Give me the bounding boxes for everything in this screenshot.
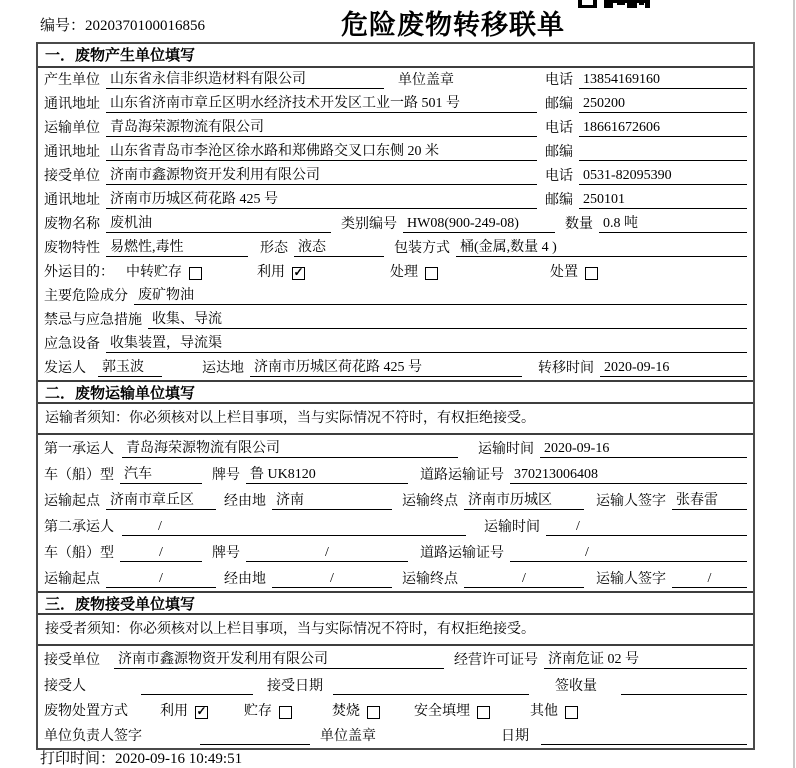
receiver-notice: 接受者须知：你必须核对以上栏目事项，当与实际情况不符时，有权拒绝接受。	[38, 615, 753, 646]
plate-value: 鲁 UK8120	[246, 463, 408, 484]
terminus-value: 济南市历城区	[464, 489, 584, 510]
address-label: 通讯地址	[44, 193, 100, 208]
receiver-phone-value: 0531-82095390	[579, 168, 747, 185]
manifest-form	[36, 42, 755, 750]
route-row-2	[38, 565, 753, 591]
qr-code-icon	[578, 0, 652, 8]
emergency-equipment-value: 收集装置，导流渠	[106, 332, 747, 353]
page-title: 危险废物转移联单	[341, 10, 565, 40]
carrier-signature-label: 运输人签字	[596, 494, 666, 509]
phone-label: 电话	[545, 73, 573, 88]
destination-value: 济南市历城区荷花路 425 号	[250, 356, 522, 377]
emergency-equipment-label: 应急设备	[44, 337, 100, 352]
waste-property-value: 易燃性,毒性	[106, 236, 248, 257]
checkbox-utilize[interactable]: ✓	[293, 265, 304, 279]
producer-address-row	[38, 92, 753, 116]
receiver-address-value: 济南市历城区荷花路 425 号	[106, 188, 537, 209]
form-state-value: 液态	[294, 236, 384, 257]
accepting-unit-value: 济南市鑫源物资开发利用有限公司	[114, 648, 444, 669]
category-code-label: 类别编号	[341, 217, 397, 232]
disposal-method-label: 废物处置方式	[44, 704, 128, 719]
checkbox-other[interactable]	[565, 706, 578, 719]
unit-seal-label: 单位盖章	[320, 729, 376, 744]
option-incinerate-label: 焚烧	[332, 704, 360, 719]
waste-name-row	[38, 212, 753, 236]
hazard-component-label: 主要危险成分	[44, 289, 128, 304]
print-time-label: 打印时间：	[40, 751, 116, 767]
transport-time-label: 运输时间	[484, 520, 540, 535]
terminus-label: 运输终点	[402, 572, 458, 587]
responsible-signature-value	[200, 728, 310, 745]
checkbox-landfill[interactable]	[477, 706, 490, 719]
section-2-title: 二．废物运输单位填写	[38, 380, 753, 404]
date-value	[541, 728, 747, 745]
zip-label: 邮编	[545, 193, 573, 208]
via-label: 经由地	[224, 494, 266, 509]
origin-value: 济南市章丘区	[106, 489, 216, 510]
vehicle-row-2	[38, 539, 753, 565]
receiver-unit-label: 接受单位	[44, 169, 100, 184]
hazard-component-row	[38, 284, 753, 308]
consignor-label: 发运人	[44, 361, 86, 376]
vehicle-type-value: 汽车	[120, 463, 202, 484]
unit-seal-label: 单位盖章	[398, 73, 454, 88]
road-permit-value-2: /	[510, 545, 747, 562]
road-permit-label: 道路运输证号	[420, 468, 504, 483]
license-value: 济南危证 02 号	[544, 648, 747, 669]
form-state-label: 形态	[260, 241, 288, 256]
phone-label: 电话	[545, 169, 573, 184]
option-other-label: 其他	[530, 704, 558, 719]
option-transfer-storage-label: 中转贮存	[126, 265, 182, 280]
carrier-signature-value-2: /	[672, 571, 747, 588]
zip-label: 邮编	[545, 145, 573, 160]
accept-date-value	[333, 678, 529, 695]
transport-address-value: 山东省青岛市李沧区徐水路和郑佛路交叉口东侧 20 米	[106, 140, 537, 161]
option-utilize-label: 利用	[160, 704, 188, 719]
accepting-unit-label: 接受单位	[44, 653, 100, 668]
producer-unit-row	[38, 68, 753, 92]
section-3-title: 三．废物接受单位填写	[38, 591, 753, 615]
waste-property-row	[38, 236, 753, 260]
option-landfill-label: 安全填埋	[414, 704, 470, 719]
qr-block	[617, 0, 625, 5]
vehicle-type-label: 车（船）型	[44, 468, 114, 483]
origin-value-2: /	[106, 571, 216, 588]
received-quantity-label: 签收量	[555, 679, 597, 694]
option-utilize-label: 利用	[257, 265, 285, 280]
packaging-value: 桶(金属,数量 4 )	[456, 236, 747, 257]
waste-property-label: 废物特性	[44, 241, 100, 256]
vehicle-type-value-2: /	[120, 545, 202, 562]
page-edge-line	[793, 0, 795, 768]
address-label: 通讯地址	[44, 145, 100, 160]
transfer-date-label: 转移时间	[538, 361, 594, 376]
terminus-label: 运输终点	[402, 494, 458, 509]
acceptor-label: 接受人	[44, 679, 86, 694]
plate-value-2: /	[246, 545, 408, 562]
serial-value: 2020370100016856	[85, 18, 206, 34]
zip-label: 邮编	[545, 97, 573, 112]
qr-block	[645, 0, 650, 8]
second-carrier-row	[38, 513, 753, 539]
quantity-value: 0.8 吨	[599, 212, 747, 233]
origin-label: 运输起点	[44, 572, 100, 587]
transport-unit-label: 运输单位	[44, 121, 100, 136]
transport-unit-row	[38, 116, 753, 140]
plate-label: 牌号	[212, 468, 240, 483]
road-permit-label: 道路运输证号	[420, 546, 504, 561]
serial-label: 编号：	[40, 18, 86, 34]
receiver-zip-value: 250101	[579, 192, 747, 209]
address-label: 通讯地址	[44, 97, 100, 112]
responsible-signature-row	[38, 723, 753, 748]
option-treat-label: 处理	[390, 265, 418, 280]
acceptor-value	[141, 678, 253, 695]
first-carrier-label: 第一承运人	[44, 442, 114, 457]
transport-unit-value: 青岛海荣源物流有限公司	[106, 116, 537, 137]
via-value: 济南	[272, 489, 392, 510]
terminus-value-2: /	[464, 571, 584, 588]
hazard-component-value: 废矿物油	[134, 284, 747, 305]
producer-phone-value: 13854169160	[579, 72, 747, 89]
waste-name-value: 废机油	[106, 212, 331, 233]
transport-address-row	[38, 140, 753, 164]
receiver-unit-row	[38, 164, 753, 188]
receiver-address-row	[38, 188, 753, 212]
checkbox-dispose[interactable]	[585, 267, 598, 280]
checkbox-store[interactable]	[279, 706, 292, 719]
transport-phone-value: 18661672606	[579, 120, 747, 137]
acceptor-row	[38, 672, 753, 698]
emergency-measures-value: 收集、导流	[148, 308, 747, 329]
first-carrier-row	[38, 435, 753, 461]
qr-block	[604, 0, 613, 8]
carrier-signature-label: 运输人签字	[596, 572, 666, 587]
phone-label: 电话	[545, 121, 573, 136]
consignor-row	[38, 356, 753, 380]
disposal-method-row	[38, 698, 753, 723]
second-carrier-label: 第二承运人	[44, 520, 114, 535]
transport-zip-value	[579, 144, 747, 161]
consignor-value: 郭玉波	[98, 356, 162, 377]
producer-zip-value: 250200	[579, 96, 747, 113]
date-label: 日期	[501, 729, 529, 744]
producer-address-value: 山东省济南市章丘区明水经济技术开发区工业一路 501 号	[106, 92, 537, 113]
vehicle-row-1	[38, 461, 753, 487]
destination-label: 运达地	[202, 361, 244, 376]
license-label: 经营许可证号	[454, 653, 538, 668]
outbound-purpose-row	[38, 260, 753, 284]
checkbox-treat[interactable]	[425, 267, 438, 280]
qr-block	[639, 0, 644, 5]
emergency-measures-row	[38, 308, 753, 332]
checkbox-utilize-2[interactable]: ✓	[196, 704, 207, 718]
accepting-unit-row	[38, 646, 753, 672]
print-time	[40, 747, 242, 768]
plate-label: 牌号	[212, 546, 240, 561]
category-code-value: HW08(900-249-08)	[403, 216, 555, 233]
emergency-measures-label: 禁忌与应急措施	[44, 313, 142, 328]
emergency-equipment-row	[38, 332, 753, 356]
second-carrier-value: /	[122, 519, 466, 536]
transport-time-value-2: /	[546, 519, 747, 536]
option-dispose-label: 处置	[550, 265, 578, 280]
accept-date-label: 接受日期	[267, 679, 323, 694]
checkbox-transfer-storage[interactable]	[189, 267, 202, 280]
producer-unit-value: 山东省永信非织造材料有限公司	[106, 68, 384, 89]
option-store-label: 贮存	[244, 704, 272, 719]
quantity-label: 数量	[565, 217, 593, 232]
via-value-2: /	[272, 571, 392, 588]
qr-block	[627, 0, 637, 8]
qr-block	[578, 0, 597, 8]
received-quantity-value	[621, 678, 747, 695]
receiver-unit-value: 济南市鑫源物资开发利用有限公司	[106, 164, 537, 185]
transfer-date-value: 2020-09-16	[600, 360, 747, 377]
carrier-notice: 运输者须知：你必须核对以上栏目事项，当与实际情况不符时，有权拒绝接受。	[38, 404, 753, 435]
road-permit-value: 370213006408	[510, 467, 747, 484]
origin-label: 运输起点	[44, 494, 100, 509]
print-time-value: 2020-09-16 10:49:51	[115, 751, 243, 767]
checkbox-incinerate[interactable]	[367, 706, 380, 719]
first-carrier-value: 青岛海荣源物流有限公司	[122, 437, 458, 458]
transport-time-value: 2020-09-16	[540, 441, 747, 458]
route-row-1	[38, 487, 753, 513]
via-label: 经由地	[224, 572, 266, 587]
responsible-signature-label: 单位负责人签字	[44, 729, 142, 744]
section-1-title: 一．废物产生单位填写	[38, 44, 753, 68]
packaging-label: 包装方式	[394, 241, 450, 256]
producer-unit-label: 产生单位	[44, 73, 100, 88]
waste-name-label: 废物名称	[44, 217, 100, 232]
outbound-purpose-label: 外运目的：	[44, 265, 114, 280]
vehicle-type-label: 车（船）型	[44, 546, 114, 561]
transport-time-label: 运输时间	[478, 442, 534, 457]
carrier-signature-value: 张春雷	[672, 489, 747, 510]
